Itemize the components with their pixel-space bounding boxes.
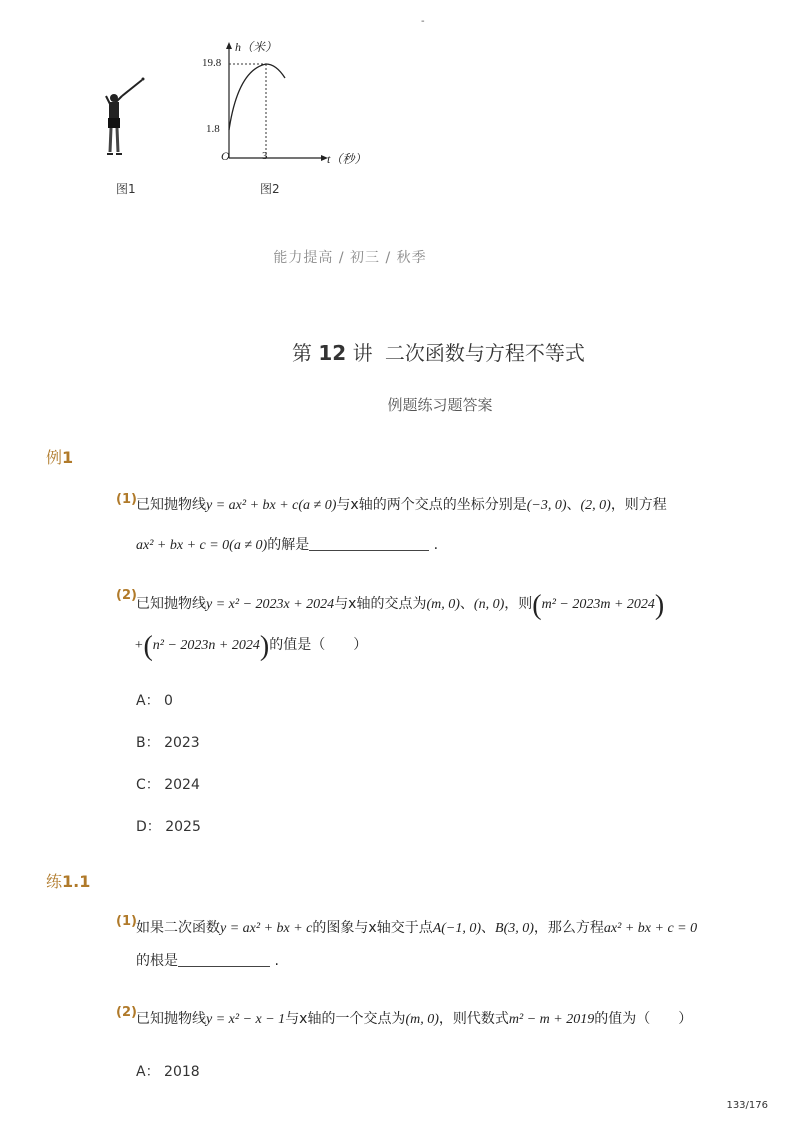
math-expression: y = x² − x − 1	[206, 1012, 286, 1027]
math-expression: (2, 0)	[580, 498, 611, 513]
math-expression: n² − 2023n + 2024	[152, 638, 260, 653]
text: 的图象与x轴交于点	[312, 920, 433, 936]
option-d[interactable]	[136, 816, 201, 836]
option-a[interactable]	[136, 1061, 200, 1081]
question-text-line	[134, 633, 367, 661]
text: 如果二次函数	[136, 920, 220, 936]
practice-label-prefix: 练	[46, 872, 63, 891]
question-text-line	[136, 534, 438, 554]
graph-y-tick-top: 19.8	[202, 57, 222, 69]
option-value: 2018	[164, 1064, 200, 1080]
question-text-line	[136, 494, 667, 514]
text: 的值为（ ）	[594, 1011, 693, 1027]
math-expression: y = ax² + bx + c(a ≠ 0)	[206, 498, 337, 513]
math-expression: (m, 0)	[405, 1012, 439, 1027]
text: 、	[459, 596, 474, 612]
graph-origin-label: O	[221, 149, 230, 163]
top-mark: -	[421, 16, 425, 27]
math-expression: (−3, 0)	[526, 498, 567, 513]
practice-label-number: 1.1	[62, 872, 91, 891]
paren-left: (	[143, 631, 153, 662]
math-expression: B(3, 0)	[495, 921, 534, 936]
answer-blank[interactable]	[178, 952, 270, 967]
example-label-number: 1	[62, 448, 74, 467]
paren-left: (	[532, 590, 542, 621]
math-expression: (n, 0)	[473, 597, 505, 612]
math-expression: m² − m + 2019	[508, 1012, 595, 1027]
text: 与x轴的一个交点为	[285, 1011, 406, 1027]
text: 已知抛物线	[136, 596, 206, 612]
lecture-number: 12	[318, 341, 347, 365]
math-expression: ax² + bx + c = 0	[603, 921, 698, 936]
option-a[interactable]	[136, 690, 173, 710]
example-label-prefix: 例	[46, 448, 63, 467]
text: 、	[481, 920, 496, 936]
question-number: (2)	[116, 1005, 137, 1020]
option-letter: C：	[136, 777, 160, 793]
question-text-line	[136, 950, 279, 970]
page-header-breadcrumb: 能力提高 / 初三 / 秋季	[273, 250, 427, 266]
subtitle: 例题练习题答案	[387, 396, 493, 414]
question-number: (1)	[116, 492, 137, 507]
text: .	[433, 537, 439, 553]
text: ，则	[504, 596, 533, 612]
lecture-prefix: 第	[292, 341, 312, 365]
option-value: 2024	[164, 777, 200, 793]
graph-x-axis-label: t（秒）	[327, 152, 367, 166]
fig1-caption: 图1	[116, 182, 136, 196]
text: 的值是（ ）	[269, 637, 368, 653]
option-c[interactable]	[136, 774, 200, 794]
question-text-line	[136, 1008, 692, 1028]
text: 已知抛物线	[136, 497, 206, 513]
text: 已知抛物线	[136, 1011, 206, 1027]
lecture-topic: 二次函数与方程不等式	[384, 341, 585, 365]
math-expression: m² − 2023m + 2024	[541, 597, 655, 612]
math-expression: ax² + bx + c = 0(a ≠ 0)	[136, 538, 268, 553]
option-letter: D：	[136, 819, 161, 835]
math-expression: (m, 0)	[426, 597, 460, 612]
math-expression: y = x² − 2023x + 2024	[206, 597, 335, 612]
text: 与x轴的交点为	[334, 596, 427, 612]
lecture-suffix: 讲	[352, 341, 373, 365]
lecture-title	[292, 337, 585, 366]
text: 的解是	[267, 537, 310, 553]
text: 的根是	[136, 953, 178, 969]
graph-y-axis-label: h（米）	[235, 40, 278, 54]
math-expression: A(−1, 0)	[432, 921, 482, 936]
text: ，那么方程	[533, 920, 604, 936]
option-value: 2023	[164, 735, 200, 751]
page-number: 133/176	[726, 1100, 768, 1111]
text: 、	[566, 497, 581, 513]
fig2-caption: 图2	[260, 182, 280, 196]
text: ，则代数式	[438, 1011, 509, 1027]
question-text-line	[136, 592, 664, 620]
person-throwing-figure	[100, 74, 156, 164]
option-letter: B：	[136, 735, 160, 751]
question-number: (1)	[116, 914, 137, 929]
answer-blank[interactable]	[309, 536, 429, 551]
question-text-line	[136, 917, 697, 937]
text: 与x轴的两个交点的坐标分别是	[336, 497, 527, 513]
paren-right: )	[654, 590, 665, 621]
math-expression: +	[134, 638, 144, 653]
graph-y-tick-bottom: 1.8	[206, 123, 220, 135]
paren-right: )	[259, 631, 270, 662]
option-value: 2025	[165, 819, 201, 835]
option-letter: A：	[136, 693, 160, 709]
math-expression: y = ax² + bx + c	[220, 921, 313, 936]
option-value: 0	[164, 693, 173, 709]
option-letter: A：	[136, 1064, 160, 1080]
option-b[interactable]	[136, 732, 200, 752]
practice-1-1-label	[46, 869, 90, 892]
text: .	[274, 953, 279, 969]
graph-x-tick: 3	[262, 150, 268, 162]
question-number: (2)	[116, 588, 137, 603]
text: ，则方程	[610, 497, 667, 513]
example-1-label	[46, 445, 73, 468]
